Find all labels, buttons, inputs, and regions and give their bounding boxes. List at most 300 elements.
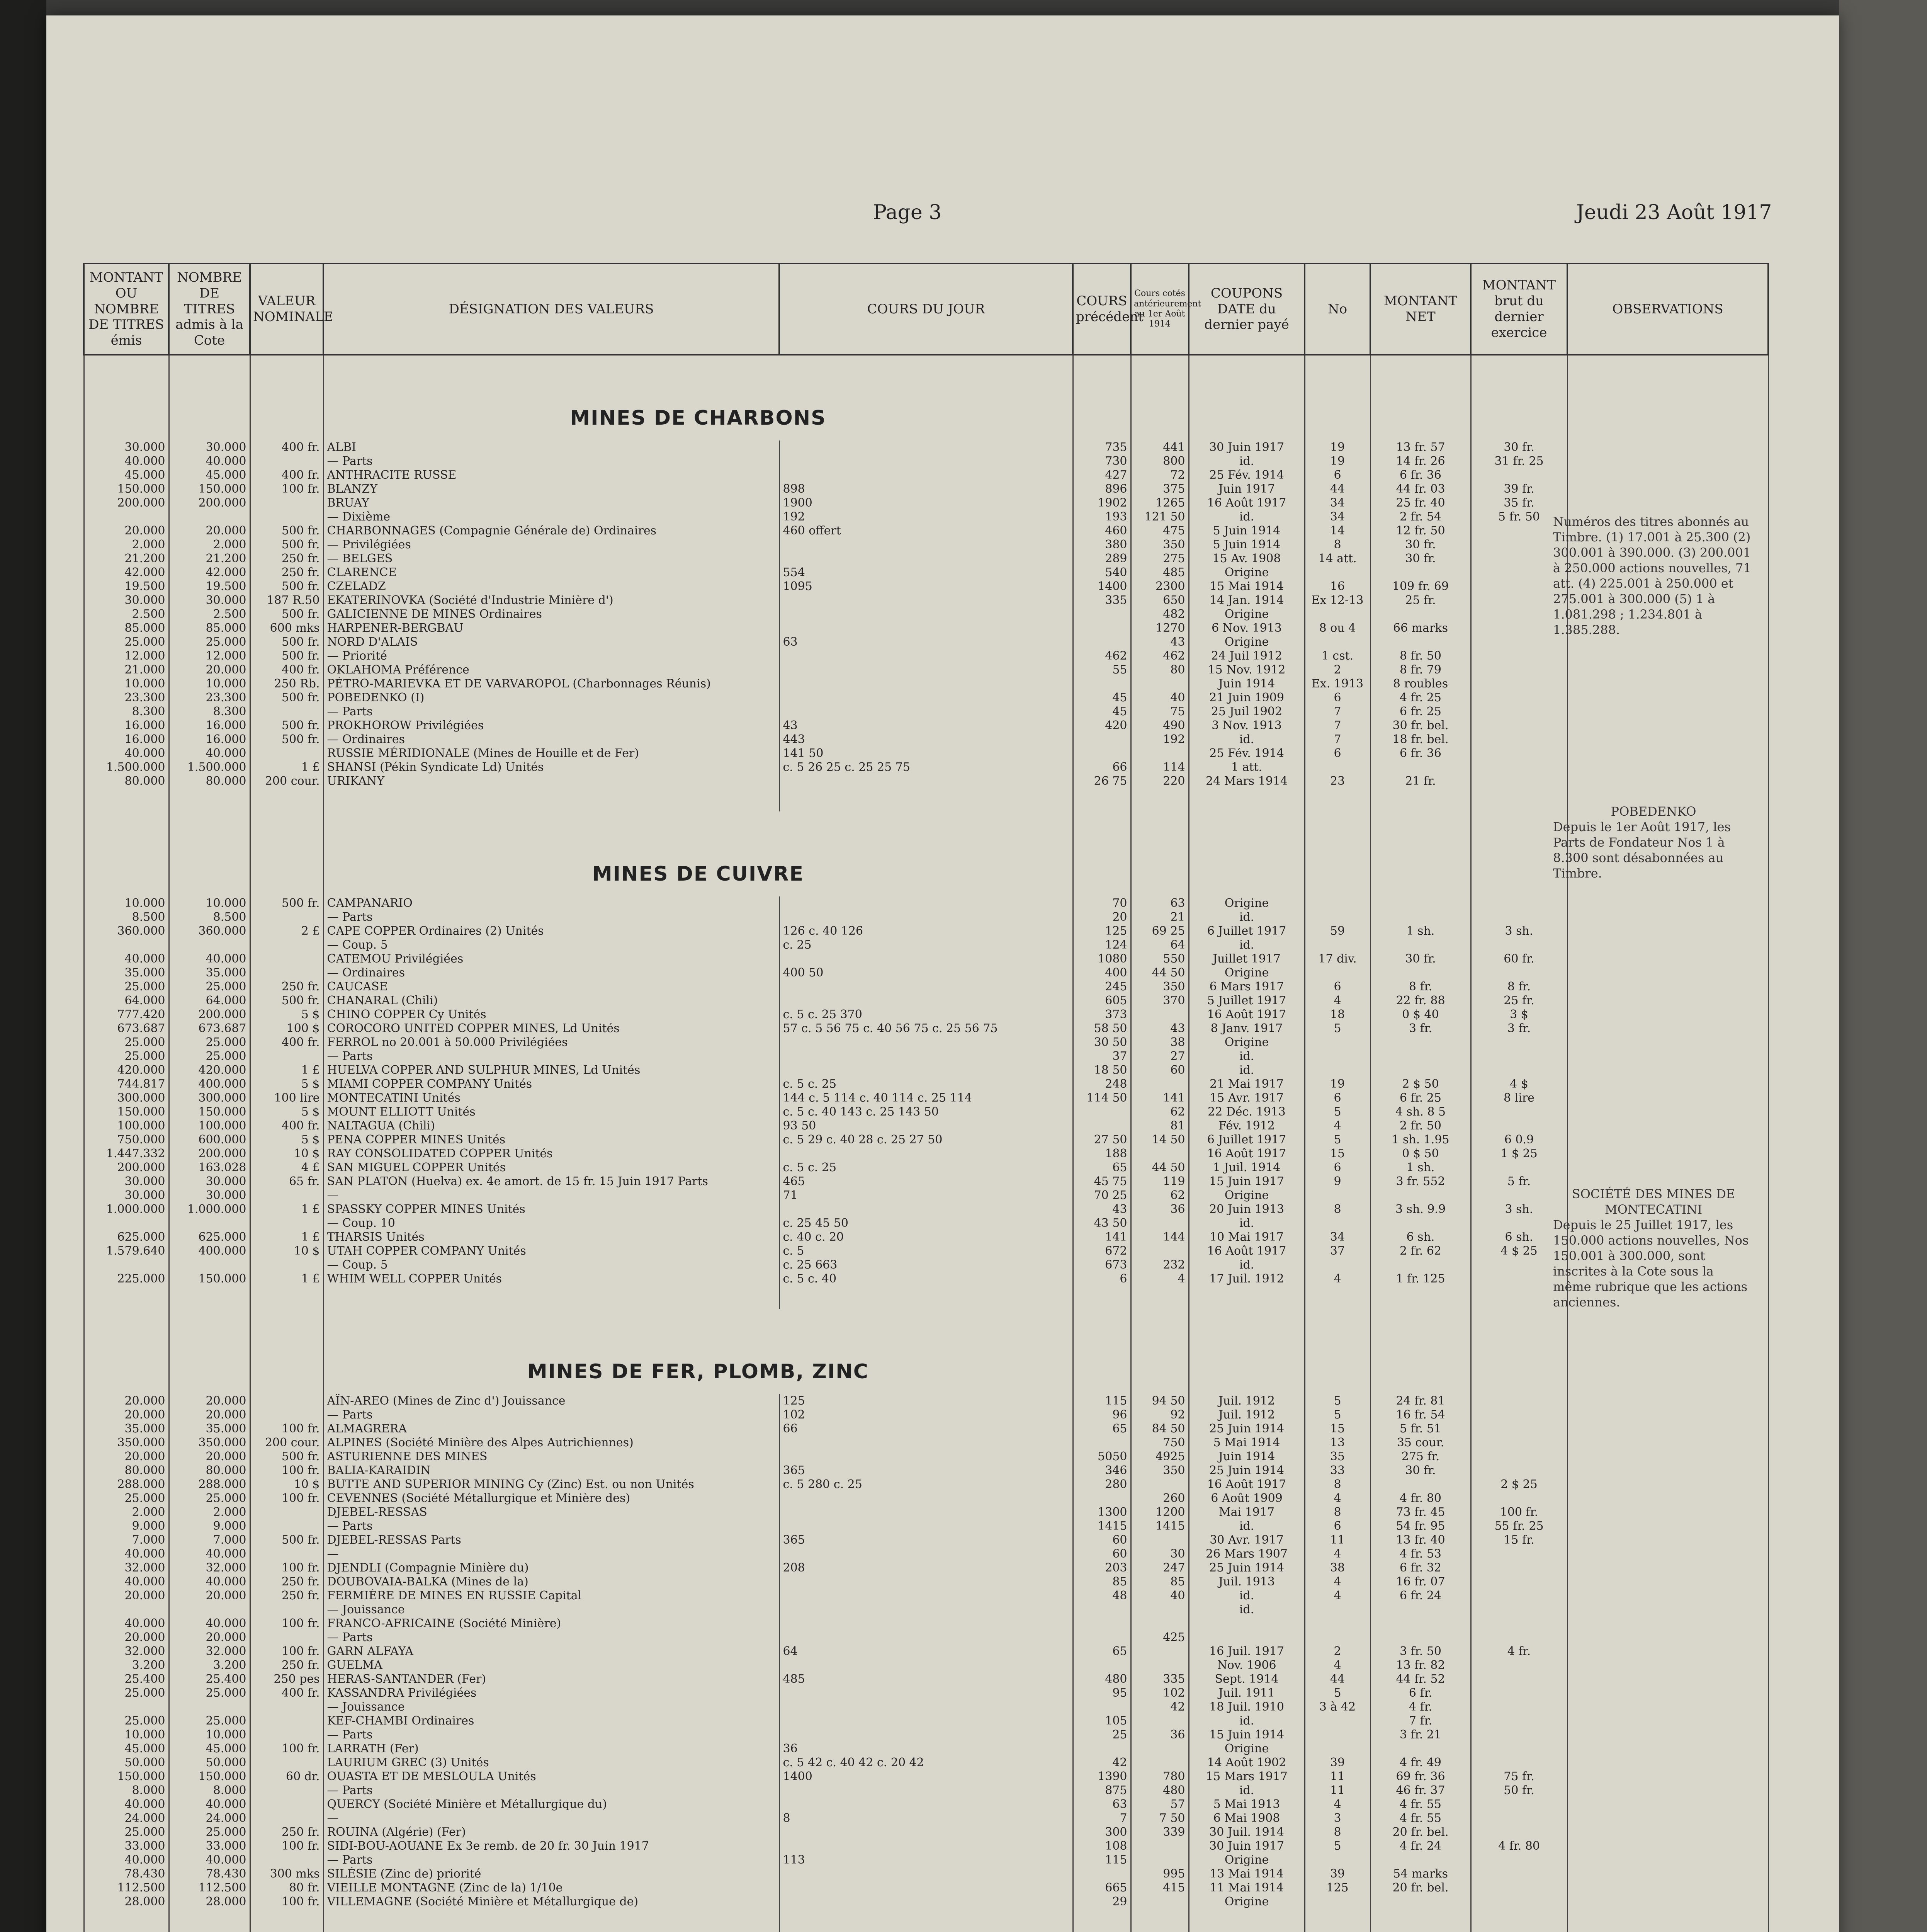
table-row bbox=[84, 1272, 1768, 1286]
cell-jour bbox=[779, 663, 1073, 677]
cell-no: 5 bbox=[1305, 1133, 1370, 1147]
cell-no: 7 bbox=[1305, 719, 1370, 733]
cell-brut bbox=[1471, 1853, 1567, 1867]
cell-brut: 4 fr. bbox=[1471, 1645, 1567, 1658]
cell-emis: 40.000 bbox=[84, 1575, 169, 1589]
cell-observations bbox=[1567, 952, 1768, 966]
cell-prec: 115 bbox=[1073, 1853, 1131, 1867]
cell-val: 600 mks bbox=[250, 621, 323, 635]
cell-admis: 20.000 bbox=[169, 1631, 250, 1645]
cell-emis: 40.000 bbox=[84, 952, 169, 966]
cell-date: id. bbox=[1189, 1216, 1305, 1230]
cell-observations bbox=[1567, 1686, 1768, 1700]
table-row bbox=[84, 566, 1768, 580]
cell-no: 6 bbox=[1305, 468, 1370, 482]
cell-no: 8 bbox=[1305, 1505, 1370, 1519]
cell-jour: c. 5 bbox=[779, 1244, 1073, 1258]
cell-net: 24 fr. 81 bbox=[1370, 1394, 1471, 1408]
cell-no bbox=[1305, 1742, 1370, 1756]
cell-cote: 62 bbox=[1131, 1189, 1189, 1202]
cell-prec bbox=[1073, 1700, 1131, 1714]
cell-val: 1 £ bbox=[250, 1063, 323, 1077]
cell-observations bbox=[1567, 966, 1768, 980]
cell-net: 6 fr. 25 bbox=[1370, 1091, 1471, 1105]
cell-jour: 443 bbox=[779, 733, 1073, 747]
cell-no bbox=[1305, 1036, 1370, 1049]
cell-no: 8 bbox=[1305, 1202, 1370, 1216]
cell-jour bbox=[779, 1798, 1073, 1811]
gap-cell bbox=[1131, 1286, 1189, 1309]
cell-emis: 30.000 bbox=[84, 1189, 169, 1202]
cell-date: 11 Mai 1914 bbox=[1189, 1881, 1305, 1895]
cell-observations bbox=[1567, 1603, 1768, 1617]
cell-observations bbox=[1567, 1589, 1768, 1603]
table-row bbox=[84, 594, 1768, 607]
cell-date: id. bbox=[1189, 1589, 1305, 1603]
cell-admis: 19.500 bbox=[169, 580, 250, 594]
cell-jour bbox=[779, 1784, 1073, 1798]
cell-val: 400 fr. bbox=[250, 440, 323, 454]
cell-emis: 28.000 bbox=[84, 1895, 169, 1909]
cell-prec: 105 bbox=[1073, 1714, 1131, 1728]
cell-emis: 25.000 bbox=[84, 1825, 169, 1839]
cell-observations bbox=[1567, 1881, 1768, 1895]
cell-no: 5 bbox=[1305, 1408, 1370, 1422]
cell-val bbox=[250, 1408, 323, 1422]
cell-des: SIDI-BOU-AOUANE Ex 3e remb. de 20 fr. 30 Juin 1917 bbox=[323, 1839, 779, 1853]
cell-net: 3 fr. 552 bbox=[1370, 1175, 1471, 1189]
cell-val: 400 fr. bbox=[250, 1036, 323, 1049]
cell-emis: 112.500 bbox=[84, 1881, 169, 1895]
table-row bbox=[84, 719, 1768, 733]
cell-observations bbox=[1567, 938, 1768, 952]
cell-brut: 2 $ 25 bbox=[1471, 1478, 1567, 1492]
cell-net: 8 fr. 79 bbox=[1370, 663, 1471, 677]
cell-brut bbox=[1471, 1895, 1567, 1909]
cell-emis: 100.000 bbox=[84, 1119, 169, 1133]
cell-net bbox=[1370, 938, 1471, 952]
cell-cote: 42 bbox=[1131, 1700, 1189, 1714]
table-row bbox=[84, 994, 1768, 1008]
cell-des: DJEBEL-RESSAS bbox=[323, 1505, 779, 1519]
cell-date: id. bbox=[1189, 733, 1305, 747]
cell-emis: 7.000 bbox=[84, 1533, 169, 1547]
cell-admis: 40.000 bbox=[169, 952, 250, 966]
cell-cote bbox=[1131, 1853, 1189, 1867]
cell-net: 6 fr. 36 bbox=[1370, 468, 1471, 482]
cell-brut bbox=[1471, 1798, 1567, 1811]
cell-observations bbox=[1567, 733, 1768, 747]
cell-admis: 20.000 bbox=[169, 1589, 250, 1603]
cell-observations bbox=[1567, 747, 1768, 760]
cell-des: CAUCASE bbox=[323, 980, 779, 994]
table-row bbox=[84, 1244, 1768, 1258]
cell-admis bbox=[169, 1603, 250, 1617]
cell-jour bbox=[779, 454, 1073, 468]
cell-net: 20 fr. bel. bbox=[1370, 1825, 1471, 1839]
cell-emis: 1.579.640 bbox=[84, 1244, 169, 1258]
cell-des: — Parts bbox=[323, 705, 779, 719]
cell-brut bbox=[1471, 938, 1567, 952]
cell-brut bbox=[1471, 896, 1567, 910]
cell-val bbox=[250, 1394, 323, 1408]
cell-jour bbox=[779, 691, 1073, 705]
cell-emis: 85.000 bbox=[84, 621, 169, 635]
table-row bbox=[84, 1881, 1768, 1895]
gap-cell bbox=[1189, 788, 1305, 811]
observations-pobedenko bbox=[1553, 804, 1754, 881]
cell-no bbox=[1305, 1063, 1370, 1077]
cell-net: 5 fr. 51 bbox=[1370, 1422, 1471, 1436]
cell-cote: 1265 bbox=[1131, 496, 1189, 510]
cell-net bbox=[1370, 1895, 1471, 1909]
cell-brut bbox=[1471, 1603, 1567, 1617]
cell-jour: c. 25 45 50 bbox=[779, 1216, 1073, 1230]
cell-no: 5 bbox=[1305, 1686, 1370, 1700]
cell-des: — bbox=[323, 1547, 779, 1561]
page-edge bbox=[1839, 0, 1927, 1932]
cell-des: VIEILLE MONTAGNE (Zinc de la) 1/10e bbox=[323, 1881, 779, 1895]
cell-emis: 78.430 bbox=[84, 1867, 169, 1881]
cell-no: 11 bbox=[1305, 1533, 1370, 1547]
cell-cote bbox=[1131, 1895, 1189, 1909]
cell-emis: 360.000 bbox=[84, 924, 169, 938]
cell-prec bbox=[1073, 1105, 1131, 1119]
cell-brut bbox=[1471, 774, 1567, 788]
cell-cote: 475 bbox=[1131, 524, 1189, 538]
cell-brut: 25 fr. bbox=[1471, 994, 1567, 1008]
cell-cote: 260 bbox=[1131, 1492, 1189, 1505]
cell-date: Fév. 1912 bbox=[1189, 1119, 1305, 1133]
cell-emis: 33.000 bbox=[84, 1839, 169, 1853]
cell-no: 125 bbox=[1305, 1881, 1370, 1895]
cell-no: 8 bbox=[1305, 538, 1370, 552]
cell-emis: 673.687 bbox=[84, 1022, 169, 1036]
cell-no: 17 div. bbox=[1305, 952, 1370, 966]
cell-brut bbox=[1471, 1105, 1567, 1119]
cell-jour bbox=[779, 1450, 1073, 1464]
cell-cote bbox=[1131, 1244, 1189, 1258]
cell-jour bbox=[779, 1631, 1073, 1645]
cell-date: 30 Avr. 1917 bbox=[1189, 1533, 1305, 1547]
cell-prec: 70 25 bbox=[1073, 1189, 1131, 1202]
cell-cote bbox=[1131, 1617, 1189, 1631]
cell-val bbox=[250, 1714, 323, 1728]
cell-val: 100 fr. bbox=[250, 1561, 323, 1575]
cell-jour bbox=[779, 649, 1073, 663]
cell-admis: 150.000 bbox=[169, 1272, 250, 1286]
table-row bbox=[84, 1770, 1768, 1784]
cell-net: 30 fr. bbox=[1370, 538, 1471, 552]
table-row bbox=[84, 468, 1768, 482]
cell-admis: 7.000 bbox=[169, 1533, 250, 1547]
cell-des: MONTECATINI Unités bbox=[323, 1091, 779, 1105]
cell-admis: 2.000 bbox=[169, 1505, 250, 1519]
table-row bbox=[84, 966, 1768, 980]
cell-observations bbox=[1567, 1645, 1768, 1658]
cell-no: 19 bbox=[1305, 454, 1370, 468]
cell-cote: 94 50 bbox=[1131, 1394, 1189, 1408]
cell-prec: 27 50 bbox=[1073, 1133, 1131, 1147]
cell-admis: 40.000 bbox=[169, 747, 250, 760]
cell-val: 250 fr. bbox=[250, 1589, 323, 1603]
cell-brut: 3 fr. bbox=[1471, 1022, 1567, 1036]
cell-jour: 365 bbox=[779, 1533, 1073, 1547]
table-row bbox=[84, 1408, 1768, 1422]
cell-admis: 163.028 bbox=[169, 1161, 250, 1175]
cell-prec bbox=[1073, 1119, 1131, 1133]
cell-date: 5 Juillet 1917 bbox=[1189, 994, 1305, 1008]
cell-cote: 36 bbox=[1131, 1728, 1189, 1742]
cell-observations bbox=[1567, 1575, 1768, 1589]
cell-brut: 4 fr. 80 bbox=[1471, 1839, 1567, 1853]
cell-jour bbox=[779, 1867, 1073, 1881]
cell-jour: c. 40 c. 20 bbox=[779, 1230, 1073, 1244]
cell-no: 8 bbox=[1305, 1478, 1370, 1492]
cell-val: 5 $ bbox=[250, 1077, 323, 1091]
cell-observations bbox=[1567, 719, 1768, 733]
cell-no bbox=[1305, 1714, 1370, 1728]
cell-observations bbox=[1567, 1036, 1768, 1049]
cell-net: 30 fr. bbox=[1370, 552, 1471, 566]
table-row bbox=[84, 1853, 1768, 1867]
cell-admis: 40.000 bbox=[169, 454, 250, 468]
cell-val bbox=[250, 454, 323, 468]
cell-cote: 339 bbox=[1131, 1825, 1189, 1839]
cell-observations bbox=[1567, 1133, 1768, 1147]
cell-date: 26 Mars 1907 bbox=[1189, 1547, 1305, 1561]
cell-date: 21 Juin 1909 bbox=[1189, 691, 1305, 705]
table-row bbox=[84, 1189, 1768, 1202]
cell-jour: 1400 bbox=[779, 1770, 1073, 1784]
cell-date: id. bbox=[1189, 1784, 1305, 1798]
cell-date: Origine bbox=[1189, 566, 1305, 580]
book-spine bbox=[0, 0, 46, 1932]
cell-prec bbox=[1073, 1658, 1131, 1672]
cell-jour bbox=[779, 1728, 1073, 1742]
section-gap bbox=[84, 1909, 1768, 1932]
cell-net bbox=[1370, 1478, 1471, 1492]
cell-des: — Parts bbox=[323, 1049, 779, 1063]
cell-jour: 485 bbox=[779, 1672, 1073, 1686]
cell-no: 19 bbox=[1305, 440, 1370, 454]
col-montant-net: MONTANT NET bbox=[1370, 264, 1471, 355]
cell-emis: 3.200 bbox=[84, 1658, 169, 1672]
cell-jour bbox=[779, 440, 1073, 454]
cell-des: SAN PLATON (Huelva) ex. 4e amort. de 15 fr. 15 Juin 1917 Parts bbox=[323, 1175, 779, 1189]
cell-admis: 45.000 bbox=[169, 1742, 250, 1756]
cell-val bbox=[250, 1519, 323, 1533]
table-row bbox=[84, 1049, 1768, 1063]
cell-admis: 3.200 bbox=[169, 1658, 250, 1672]
cell-no bbox=[1305, 760, 1370, 774]
cell-net: 44 fr. 52 bbox=[1370, 1672, 1471, 1686]
cell-observations bbox=[1567, 1450, 1768, 1464]
cell-brut bbox=[1471, 1742, 1567, 1756]
cell-des: — Parts bbox=[323, 1408, 779, 1422]
cell-des: COROCORO UNITED COPPER MINES, Ld Unités bbox=[323, 1022, 779, 1036]
cell-admis: 625.000 bbox=[169, 1230, 250, 1244]
cell-cote: 144 bbox=[1131, 1230, 1189, 1244]
cell-no: 18 bbox=[1305, 1008, 1370, 1022]
cell-des: ALMAGRERA bbox=[323, 1422, 779, 1436]
cell-no: 4 bbox=[1305, 1589, 1370, 1603]
cell-emis: 64.000 bbox=[84, 994, 169, 1008]
cell-date: 24 Mars 1914 bbox=[1189, 774, 1305, 788]
cell-date: Mai 1917 bbox=[1189, 1505, 1305, 1519]
cell-des: KASSANDRA Privilégiées bbox=[323, 1686, 779, 1700]
cell-date: Sept. 1914 bbox=[1189, 1672, 1305, 1686]
cell-des: HERAS-SANTANDER (Fer) bbox=[323, 1672, 779, 1686]
cell-admis: 25.000 bbox=[169, 1714, 250, 1728]
cell-cote: 40 bbox=[1131, 691, 1189, 705]
cell-observations bbox=[1567, 1478, 1768, 1492]
cell-prec bbox=[1073, 607, 1131, 621]
cell-date: Juin 1914 bbox=[1189, 1450, 1305, 1464]
cell-prec bbox=[1073, 1603, 1131, 1617]
cell-val bbox=[250, 966, 323, 980]
table-row bbox=[84, 1811, 1768, 1825]
cell-admis: 30.000 bbox=[169, 594, 250, 607]
cell-jour: 36 bbox=[779, 1742, 1073, 1756]
cell-jour: 141 50 bbox=[779, 747, 1073, 760]
cell-observations bbox=[1567, 1533, 1768, 1547]
section-cell bbox=[84, 355, 169, 440]
cell-date: 15 Juin 1914 bbox=[1189, 1728, 1305, 1742]
cell-date: 25 Juin 1914 bbox=[1189, 1464, 1305, 1478]
cell-no bbox=[1305, 607, 1370, 621]
cell-des: VILLEMAGNE (Société Minière et Métallurgique de) bbox=[323, 1895, 779, 1909]
cell-net: 30 fr. bbox=[1370, 1464, 1471, 1478]
cell-prec: 300 bbox=[1073, 1825, 1131, 1839]
cell-prec: 26 75 bbox=[1073, 774, 1131, 788]
cell-no: 19 bbox=[1305, 1077, 1370, 1091]
cell-brut bbox=[1471, 1658, 1567, 1672]
cell-date: Juil. 1913 bbox=[1189, 1575, 1305, 1589]
cell-brut bbox=[1471, 1867, 1567, 1881]
cell-des: SILÉSIE (Zinc de) priorité bbox=[323, 1867, 779, 1881]
cell-date bbox=[1189, 1631, 1305, 1645]
cell-date: 5 Juin 1914 bbox=[1189, 538, 1305, 552]
cell-val: 100 fr. bbox=[250, 1895, 323, 1909]
cell-brut: 6 0.9 bbox=[1471, 1133, 1567, 1147]
cell-val bbox=[250, 496, 323, 510]
cell-val: 500 fr. bbox=[250, 733, 323, 747]
cell-des: CHINO COPPER Cy Unités bbox=[323, 1008, 779, 1022]
cell-val: 250 Rb. bbox=[250, 677, 323, 691]
cell-emis: 2.000 bbox=[84, 1505, 169, 1519]
cell-jour bbox=[779, 1036, 1073, 1049]
cell-val: 100 fr. bbox=[250, 1645, 323, 1658]
table-row bbox=[84, 1478, 1768, 1492]
table-header-row bbox=[84, 264, 1768, 355]
cell-no: 13 bbox=[1305, 1436, 1370, 1450]
cell-emis: 30.000 bbox=[84, 440, 169, 454]
cell-jour bbox=[779, 538, 1073, 552]
cell-admis: 35.000 bbox=[169, 1422, 250, 1436]
gap-cell bbox=[1131, 1909, 1189, 1932]
cell-date: 15 Mai 1914 bbox=[1189, 580, 1305, 594]
cell-net: 3 fr. 50 bbox=[1370, 1645, 1471, 1658]
cell-observations bbox=[1567, 1839, 1768, 1853]
section-cell bbox=[169, 355, 250, 440]
section-cell bbox=[1073, 355, 1131, 440]
cell-emis: 24.000 bbox=[84, 1811, 169, 1825]
cell-jour bbox=[779, 1202, 1073, 1216]
cell-cote: 370 bbox=[1131, 994, 1189, 1008]
cell-admis: 30.000 bbox=[169, 1175, 250, 1189]
cell-val bbox=[250, 910, 323, 924]
cell-jour: 57 c. 5 56 75 c. 40 56 75 c. 25 56 75 bbox=[779, 1022, 1073, 1036]
cell-observations bbox=[1567, 1811, 1768, 1825]
cell-jour: 63 bbox=[779, 635, 1073, 649]
cell-jour bbox=[779, 1575, 1073, 1589]
section-cell bbox=[1370, 355, 1471, 440]
cell-val bbox=[250, 1216, 323, 1230]
cell-no bbox=[1305, 566, 1370, 580]
cell-net: 0 $ 50 bbox=[1370, 1147, 1471, 1161]
cell-des: — bbox=[323, 1189, 779, 1202]
cell-brut: 4 $ bbox=[1471, 1077, 1567, 1091]
cell-observations bbox=[1567, 1784, 1768, 1798]
cell-cote: 232 bbox=[1131, 1258, 1189, 1272]
cell-brut bbox=[1471, 1686, 1567, 1700]
cell-net: 66 marks bbox=[1370, 621, 1471, 635]
cell-date: 15 Mars 1917 bbox=[1189, 1770, 1305, 1784]
cell-jour: 64 bbox=[779, 1645, 1073, 1658]
table-row bbox=[84, 1533, 1768, 1547]
table-row bbox=[84, 1867, 1768, 1881]
cell-prec: 203 bbox=[1073, 1561, 1131, 1575]
cell-des: CAMPANARIO bbox=[323, 896, 779, 910]
cell-jour: c. 5 c. 25 bbox=[779, 1077, 1073, 1091]
cell-net: 54 fr. 95 bbox=[1370, 1519, 1471, 1533]
section-cell bbox=[1189, 355, 1305, 440]
cell-des: PROKHOROW Privilégiées bbox=[323, 719, 779, 733]
cell-no: 4 bbox=[1305, 1658, 1370, 1672]
gap-cell bbox=[84, 1286, 169, 1309]
gap-cell bbox=[323, 1286, 779, 1309]
cell-no bbox=[1305, 966, 1370, 980]
table-row bbox=[84, 705, 1768, 719]
cell-admis bbox=[169, 510, 250, 524]
cell-prec: 373 bbox=[1073, 1008, 1131, 1022]
cell-no bbox=[1305, 1853, 1370, 1867]
cell-jour: 1900 bbox=[779, 496, 1073, 510]
cell-prec bbox=[1073, 747, 1131, 760]
cell-no bbox=[1305, 896, 1370, 910]
cell-cote: 4 bbox=[1131, 1272, 1189, 1286]
cell-des: GUELMA bbox=[323, 1658, 779, 1672]
section-gap bbox=[84, 1286, 1768, 1309]
cell-jour bbox=[779, 1589, 1073, 1603]
gap-cell bbox=[1073, 1909, 1131, 1932]
cell-observations bbox=[1567, 1770, 1768, 1784]
page-number: Page 3 bbox=[873, 201, 942, 224]
cell-net bbox=[1370, 1617, 1471, 1631]
cell-val: 500 fr. bbox=[250, 896, 323, 910]
cell-prec: 245 bbox=[1073, 980, 1131, 994]
cell-admis: 9.000 bbox=[169, 1519, 250, 1533]
table-row bbox=[84, 1686, 1768, 1700]
gap-cell bbox=[169, 1909, 250, 1932]
cell-date: 16 Août 1917 bbox=[1189, 1478, 1305, 1492]
cell-admis: 150.000 bbox=[169, 1105, 250, 1119]
cell-admis: 33.000 bbox=[169, 1839, 250, 1853]
cell-emis bbox=[84, 1216, 169, 1230]
cell-net: 16 fr. 54 bbox=[1370, 1408, 1471, 1422]
table-row bbox=[84, 733, 1768, 747]
